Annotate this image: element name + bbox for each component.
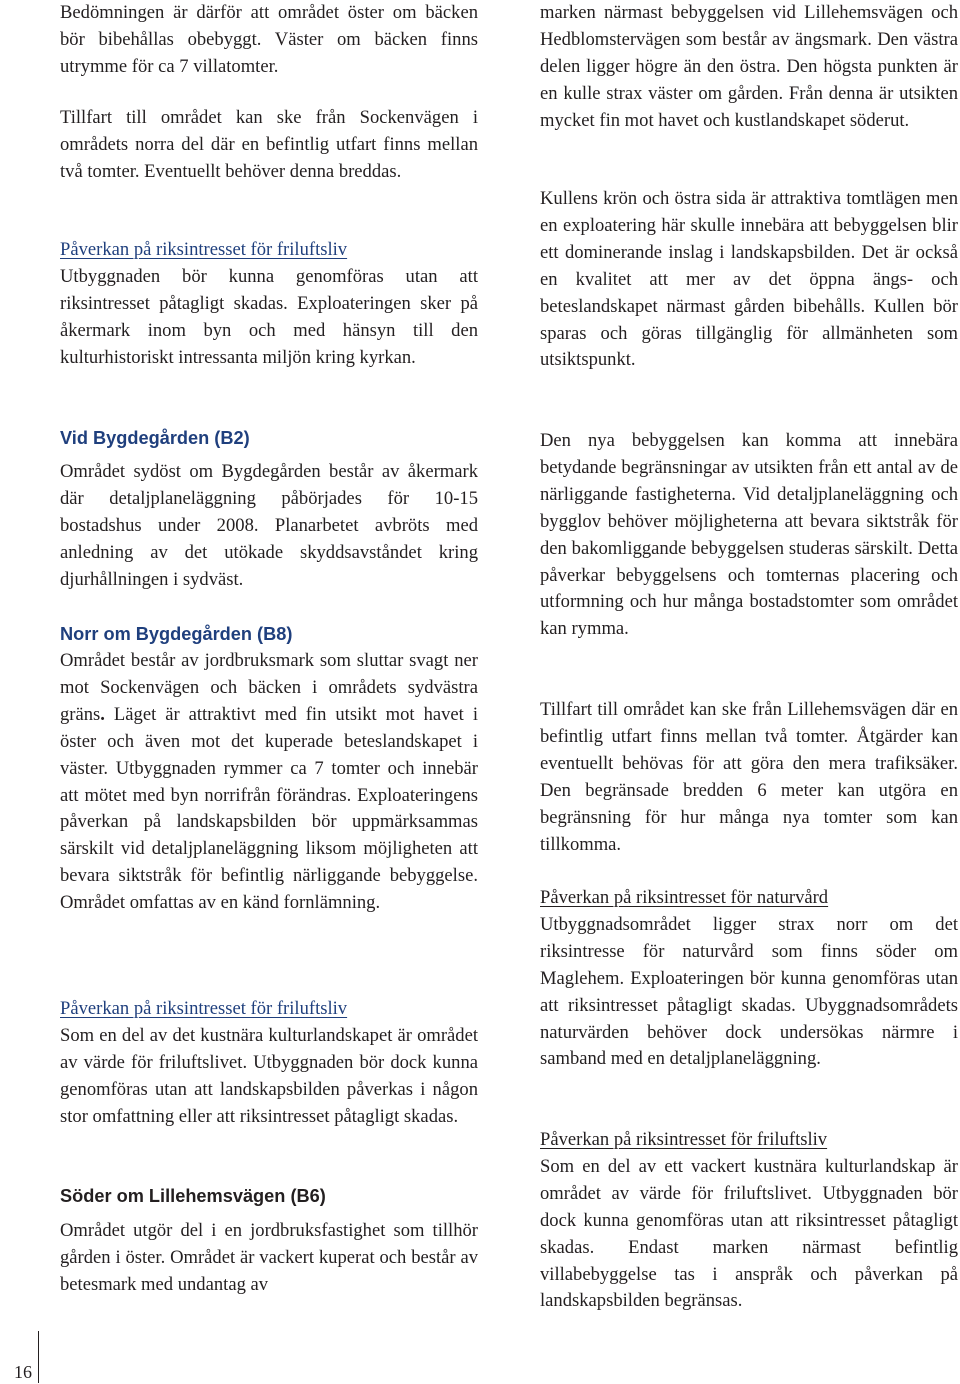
paragraph-naturvard: Utbyggnadsområdet ligger strax norr om det riksintresse för naturvård som finns söder om Maglehem. Exploateringen bör kunna genomföras utan att riksintresset påtagligt skadas. Ubyggnadsområdets naturvärden behöver dock undersökas närmre i samband med en detaljplaneläggning.	[540, 913, 958, 1070]
paragraph-b2: Området sydöst om Bygdegården består av åkermark där detaljplaneläggning påbörjades för 10-15 bostadshus under 2008. Planarbetet avbröts med anledning av det utökade skyddsavståndet kring djurhållningen i sydväst.	[60, 461, 478, 590]
section-naturvard	[540, 885, 958, 1073]
paragraph-access-right: Tillfart till området kan ske från Lillehemsvägen där en befintlig utfart finns mellan två tomter. Åtgärder kan eventuellt behövas för att göra den mera trafiksäker. Den begränsade bredden 6 meter kan utgöra en begränsning för hur många nya tomter som kan tillkomma.	[540, 699, 958, 855]
section-friluftsliv-1	[60, 237, 478, 372]
paragraph-b8-bold-dot: .	[100, 703, 105, 725]
page-number-divider	[38, 1331, 39, 1383]
paragraph-b8	[60, 648, 478, 917]
paragraph-b6: Området utgör del i en jordbruksfastighet som tillhör gården i öster. Området är vackert kuperat och består av betesmark med undantag av	[60, 1220, 478, 1295]
heading-b6: Söder om Lillehemsvägen (B6)	[60, 1186, 326, 1206]
paragraph-b8-part-a: Området består av jordbruksmark som sluttar svagt ner mot Sockenvägen och bäcken i områdets sydvästra gräns	[60, 650, 478, 725]
paragraph-friluftsliv-3: Som en del av ett vackert kustnära kulturlandskap är området av värde för friluftslivet. Utbyggnaden bör dock kunna genomföras utan att riksintresset påtagligt skadas. Endast marken närmast befintlig villabebyggelse tas i anspråk och påverkan på landskapsbilden begränsas.	[540, 1155, 958, 1312]
paragraph-terrain: marken närmast bebyggelsen vid Lillehemsvägen och Hedblomstervägen som består av ängsmark. Den västra delen ligger högre än den östra. Den högsta punkten är en kulle strax väster om gården. Från denna är utsikten mycket fin mot havet och kustlandskapet söderut.	[540, 2, 958, 131]
heading-b2: Vid Bygdegården (B2)	[60, 428, 250, 448]
paragraph-intro: Bedömningen är därför att området öster om bäcken bör bibehållas obebyggt. Väster om bäcken finns utrymme för ca 7 villatomter.	[60, 2, 478, 77]
paragraph-b8-part-b: Läget är attraktivt med fin utsikt mot havet i öster och även mot det kuperade beteslandskapet i väster. Utbyggnaden rymmer ca 7 tomter och innebär att mötet med byn norrifrån förändras. Exploateringens påverkan på landskapsbilden bör uppmärksammas särskilt vid detaljplaneläggning liksom möjligheten att bevara siktstråk för befintlig närliggande bebyggelse. Området omfattas av en känd fornlämning.	[60, 703, 478, 914]
heading-b8: Norr om Bygdegården (B8)	[60, 624, 293, 644]
paragraph-views: Den nya bebyggelsen kan komma att innebära betydande begränsningar av utsikten från ett antal av de närliggande fastigheterna. Vid detaljplaneläggning och bygglov behöver möjligheterna att bevara siktstråk för den bakomliggande bebyggelsen studeras särskilt. Detta påverkar bebyggelsens och tomternas placering och utformning och hur många bostadstomter som området kan rymma.	[540, 430, 958, 640]
section-friluftsliv-2	[60, 996, 478, 1131]
paragraph-friluftsliv-2: Som en del av det kustnära kulturlandskapet är området av värde för friluftslivet. Utbyggnaden bör dock kunna genomföras utan att landskapsbilden påverkas i någon stor omfattning eller att riksintresset påtagligt skadas.	[60, 1024, 478, 1127]
subheading-friluftsliv-3: Påverkan på riksintresset för friluftsliv	[540, 1129, 828, 1150]
subheading-friluftsliv-2: Påverkan på riksintresset för friluftsliv	[60, 998, 348, 1019]
paragraph-hilltop: Kullens krön och östra sida är attraktiva tomtlägen men en exploatering här skulle innebära att bebyggelsen blir ett dominerande inslag i landskapsbilden. Det är också en kvalitet att mer av det öppna ängs- och beteslandskapet närmast gården bibehålls. Kullen bör sparas och göras tillgänglig för allmänheten som utsiktspunkt.	[540, 188, 958, 371]
section-friluftsliv-3	[540, 1127, 958, 1315]
paragraph-access: Tillfart till området kan ske från Sockenvägen i områdets norra del där en befintlig utfart finns mellan två tomter. Eventuellt behöver denna breddas.	[60, 107, 478, 182]
paragraph-friluftsliv-1: Utbyggnaden bör kunna genomföras utan att riksintresset påtagligt skadas. Exploateringen sker på åkermark inom byn och med hänsyn till den kulturhistoriskt intressanta miljön kring kyrkan.	[60, 265, 478, 368]
page-number: 16	[14, 1362, 32, 1382]
subheading-friluftsliv-1: Påverkan på riksintresset för friluftsliv	[60, 239, 348, 260]
subheading-naturvard: Påverkan på riksintresset för naturvård	[540, 887, 829, 908]
